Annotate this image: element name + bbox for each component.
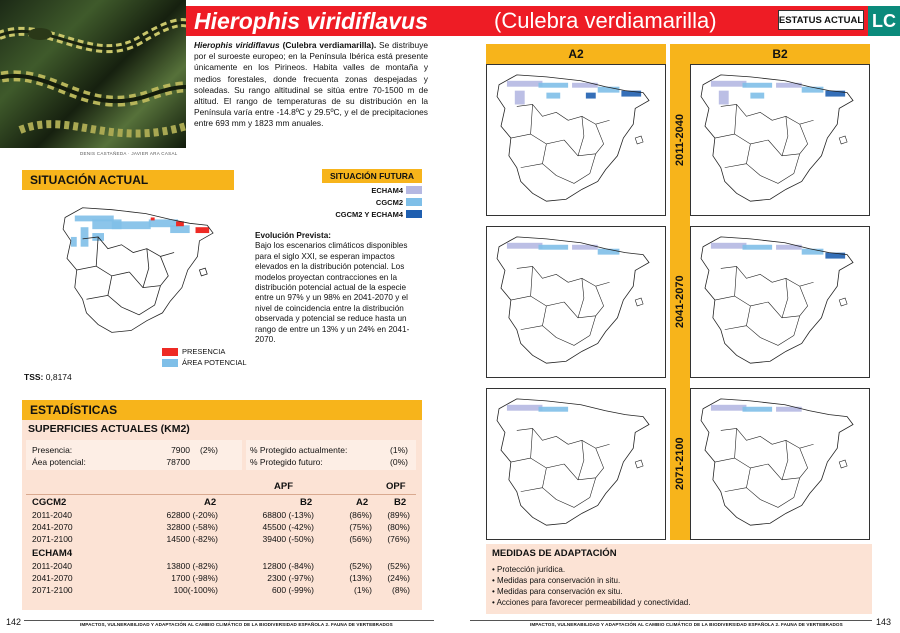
stats-cell-apf-a2: 32800 (-58%) (166, 522, 218, 532)
superficies-subtitle: SUPERFICIES ACTUALES (KM2) (28, 423, 190, 435)
legend-swatch (406, 198, 422, 206)
stats-cell-opf-b2: (8%) (392, 585, 410, 595)
model-name: CGCM2 (32, 497, 67, 508)
projected-area-patch (743, 245, 773, 250)
stats-cell-apf-a2: 13800 (-82%) (166, 561, 218, 571)
tss-value: 0,8174 (45, 372, 72, 382)
desc-common-name: (Culebra verdiamarilla). (282, 40, 377, 50)
presencia-pct: (2%) (200, 445, 218, 455)
projected-area-patch (711, 81, 747, 87)
projected-area-patch (539, 245, 569, 250)
footer-text-right: IMPACTOS, VULNERABILIDAD Y ADAPTACIÓN AL CAMBIO CLIMÁTICO DE LA BIODIVERSIDAD ESPAÑOLA 2. FAUNA DE VERTEBRADOS (530, 622, 843, 627)
species-scientific-title: Hierophis viridiflavus (194, 8, 428, 34)
future-legend-item (330, 184, 422, 196)
current-distribution-map (36, 198, 246, 351)
spain-outline (497, 399, 649, 525)
projected-area-patch (539, 83, 569, 88)
balearic-islands (635, 298, 643, 306)
stats-cell-apf-a2: 100(-100%) (173, 585, 218, 595)
projected-area-patch (539, 407, 569, 412)
model-name: ECHAM4 (32, 548, 73, 559)
balearic-islands (839, 136, 847, 144)
spain-map-future (487, 65, 665, 215)
scenario-header: B2 (394, 497, 407, 508)
stats-cell-opf-a2: (75%) (349, 522, 372, 532)
balearic-islands (839, 460, 847, 468)
projected-area-patch (711, 243, 747, 249)
future-map-cell (486, 388, 666, 540)
spain-map-future (487, 227, 665, 377)
period-label-2: 2041-2070 (674, 275, 686, 329)
medidas-item: • Acciones para favorecer permeabilidad y conectividad. (492, 598, 691, 607)
species-common-title: (Culebra verdiamarilla) (494, 8, 717, 33)
tss-score (24, 372, 72, 382)
legend-swatch (406, 186, 422, 194)
stats-cell-opf-a2: (86%) (349, 510, 372, 520)
area-potencial-value: 78700 (166, 457, 190, 467)
evolucion-text: Bajo los escenarios climáticos disponibles para el siglo XXI, se esperan impactos elevados en la distribución potencial. Los modelos proyectan contracciones en la distribución potencial actual de la especie entre un 97% y un 98% en 2041-2070 y el nivel de coincidencia entre la distribución observada y potencial se reduce hasta un rango de entre un 13% y un 24% en 2041-2070. (255, 241, 410, 345)
projected-area-patch (546, 93, 560, 99)
species-description (194, 40, 428, 130)
stats-cell-period: 2071-2100 (32, 534, 73, 544)
potential-area-patch (81, 227, 89, 246)
photo-credit: DENIS CASTAÑEDA · JAVIER ARA CASAL (80, 151, 178, 156)
region-borders (715, 428, 814, 507)
current-legend-item (162, 357, 247, 368)
desc-species-name: Hierophis viridiflavus (194, 40, 280, 50)
projected-area-patch (711, 405, 747, 411)
projected-area-patch (743, 83, 773, 88)
prot-actual-value: (1%) (390, 445, 408, 455)
future-legend-label: CGCM2 (375, 197, 403, 207)
spain-outline (701, 399, 853, 525)
stats-cell-apf-b2: 68800 (-13%) (262, 510, 314, 520)
medidas-heading: MEDIDAS DE ADAPTACIÓN (492, 548, 617, 559)
evolucion-heading: Evolución Prevista: (255, 231, 331, 240)
scenario-header: A2 (356, 497, 369, 508)
page-number-left: 142 (6, 617, 22, 627)
future-legend-label: ECHAM4 (371, 185, 403, 195)
region-borders (715, 104, 814, 183)
scenario-header: B2 (300, 497, 313, 508)
potential-area-patch (170, 225, 189, 233)
stats-cell-opf-b2: (52%) (387, 561, 410, 571)
scenario-header: A2 (204, 497, 217, 508)
stats-cell-apf-a2: 1700 (-98%) (171, 573, 218, 583)
medidas-item: • Medidas para conservación in situ. (492, 576, 621, 585)
current-legend-label: PRESENCIA (182, 347, 226, 356)
situacion-futura-heading: SITUACIÓN FUTURA (322, 169, 422, 183)
current-legend-item (162, 346, 247, 357)
page-number-right: 143 (876, 617, 892, 627)
period-label-3: 2071-2100 (674, 437, 686, 491)
spain-map-future (691, 389, 869, 539)
spain-outline (497, 237, 649, 363)
species-photo (0, 0, 186, 148)
footer-rule-left (24, 620, 434, 621)
stats-cell-apf-b2: 45500 (-42%) (262, 522, 314, 532)
stats-cell-opf-a2: (52%) (349, 561, 372, 571)
desc-text: Se distribuye por el suroeste europeo; en la Península Ibérica está presente únicamente en los Pirineos. Habita valles de montaña y medios forestales, donde frecuenta zonas despejadas y soleadas. Su rango altitudinal se sitúa entre 70-1500 m de altitud. El rango de temperaturas de su distribución en la Península varía entre -14.8ºC y 29.5ºC, y el de precipitaciones entre 693 mm y 1823 mm anuales. (194, 40, 428, 129)
future-legend (330, 184, 422, 220)
footer-rule-right (470, 620, 872, 621)
medidas-item: • Protección jurídica. (492, 565, 566, 574)
projected-area-patch (743, 407, 773, 412)
stats-cell-period: 2011-2040 (32, 510, 73, 520)
tss-label: TSS: (24, 372, 44, 382)
balearic-islands (635, 136, 643, 144)
snake-illustration (0, 0, 186, 148)
future-map-cell (690, 388, 870, 540)
stats-cell-opf-b2: (24%) (387, 573, 410, 583)
stats-cell-period: 2071-2100 (32, 585, 73, 595)
projected-area-patch (586, 93, 596, 99)
presencia-label: Presencia: (32, 445, 73, 455)
spain-map-future (487, 389, 665, 539)
medidas-list (492, 564, 690, 608)
status-code-badge: LC (868, 6, 900, 36)
projected-area-patch (507, 243, 543, 249)
projected-area-patch (507, 81, 543, 87)
future-legend-item (330, 208, 422, 220)
future-map-cell (486, 64, 666, 216)
current-legend (162, 346, 247, 368)
region-borders (511, 104, 610, 183)
stats-cell-opf-a2: (1%) (354, 585, 372, 595)
spain-map-current (36, 198, 246, 346)
stats-cell-apf-b2: 2300 (-97%) (267, 573, 314, 583)
potential-area-patch (71, 237, 77, 247)
apf-header: APF (274, 481, 293, 492)
potential-area-patch (112, 221, 151, 229)
balearic-islands (635, 460, 643, 468)
projected-area-patch (719, 91, 729, 105)
stats-cell-opf-b2: (76%) (387, 534, 410, 544)
legend-swatch (406, 210, 422, 218)
stats-cell-apf-a2: 62800 (-20%) (166, 510, 218, 520)
period-label-1: 2011-2040 (674, 114, 686, 166)
presence-patch (196, 227, 210, 233)
region-borders (715, 266, 814, 345)
projected-area-patch (750, 93, 764, 99)
projected-area-patch (515, 91, 525, 105)
prot-futuro-label: % Protegido futuro: (250, 457, 323, 467)
projected-area-patch (507, 405, 543, 411)
evolucion-prevista (255, 231, 423, 345)
spain-map-future (691, 65, 869, 215)
stats-cell-apf-b2: 600 (-99%) (271, 585, 314, 595)
region-borders (511, 266, 610, 345)
footer-text-left: IMPACTOS, VULNERABILIDAD Y ADAPTACIÓN AL CAMBIO CLIMÁTICO DE LA BIODIVERSIDAD ESPAÑOLA 2. FAUNA DE VERTEBRADOS (80, 622, 393, 627)
stats-cell-opf-a2: (13%) (349, 573, 372, 583)
future-map-cell (690, 64, 870, 216)
col-header-a2: A2 (486, 44, 666, 64)
col-header-b2: B2 (690, 44, 870, 64)
legend-swatch (162, 348, 178, 356)
situacion-actual-heading: SITUACIÓN ACTUAL (22, 170, 234, 190)
opf-header: OPF (386, 481, 406, 492)
area-potencial-label: Áea potencial: (32, 457, 86, 467)
status-label: ESTATUS ACTUAL (778, 10, 864, 30)
medidas-item: • Medidas para conservación ex situ. (492, 587, 623, 596)
estadisticas-heading: ESTADÍSTICAS (22, 400, 422, 420)
stats-cell-opf-b2: (89%) (387, 510, 410, 520)
stats-cell-period: 2041-2070 (32, 522, 73, 532)
future-map-cell (486, 226, 666, 378)
balearic-islands (839, 298, 847, 306)
future-map-cell (690, 226, 870, 378)
legend-swatch (162, 359, 178, 367)
future-legend-label: CGCM2 Y ECHAM4 (335, 209, 403, 219)
stats-cell-apf-a2: 14500 (-82%) (166, 534, 218, 544)
stats-cell-period: 2041-2070 (32, 573, 73, 583)
stats-cell-opf-b2: (80%) (387, 522, 410, 532)
presence-patch (151, 217, 155, 220)
stats-cell-opf-a2: (56%) (349, 534, 372, 544)
future-legend-item (330, 196, 422, 208)
presencia-value: 7900 (171, 445, 190, 455)
prot-actual-label: % Protegido actualmente: (250, 445, 348, 455)
region-borders (511, 428, 610, 507)
spain-map-future (691, 227, 869, 377)
divider (26, 494, 416, 495)
current-legend-label: ÁREA POTENCIAL (182, 358, 247, 367)
stats-cell-apf-b2: 12800 (-84%) (262, 561, 314, 571)
stats-cell-period: 2011-2040 (32, 561, 73, 571)
stats-cell-apf-b2: 39400 (-50%) (262, 534, 314, 544)
prot-futuro-value: (0%) (390, 457, 408, 467)
